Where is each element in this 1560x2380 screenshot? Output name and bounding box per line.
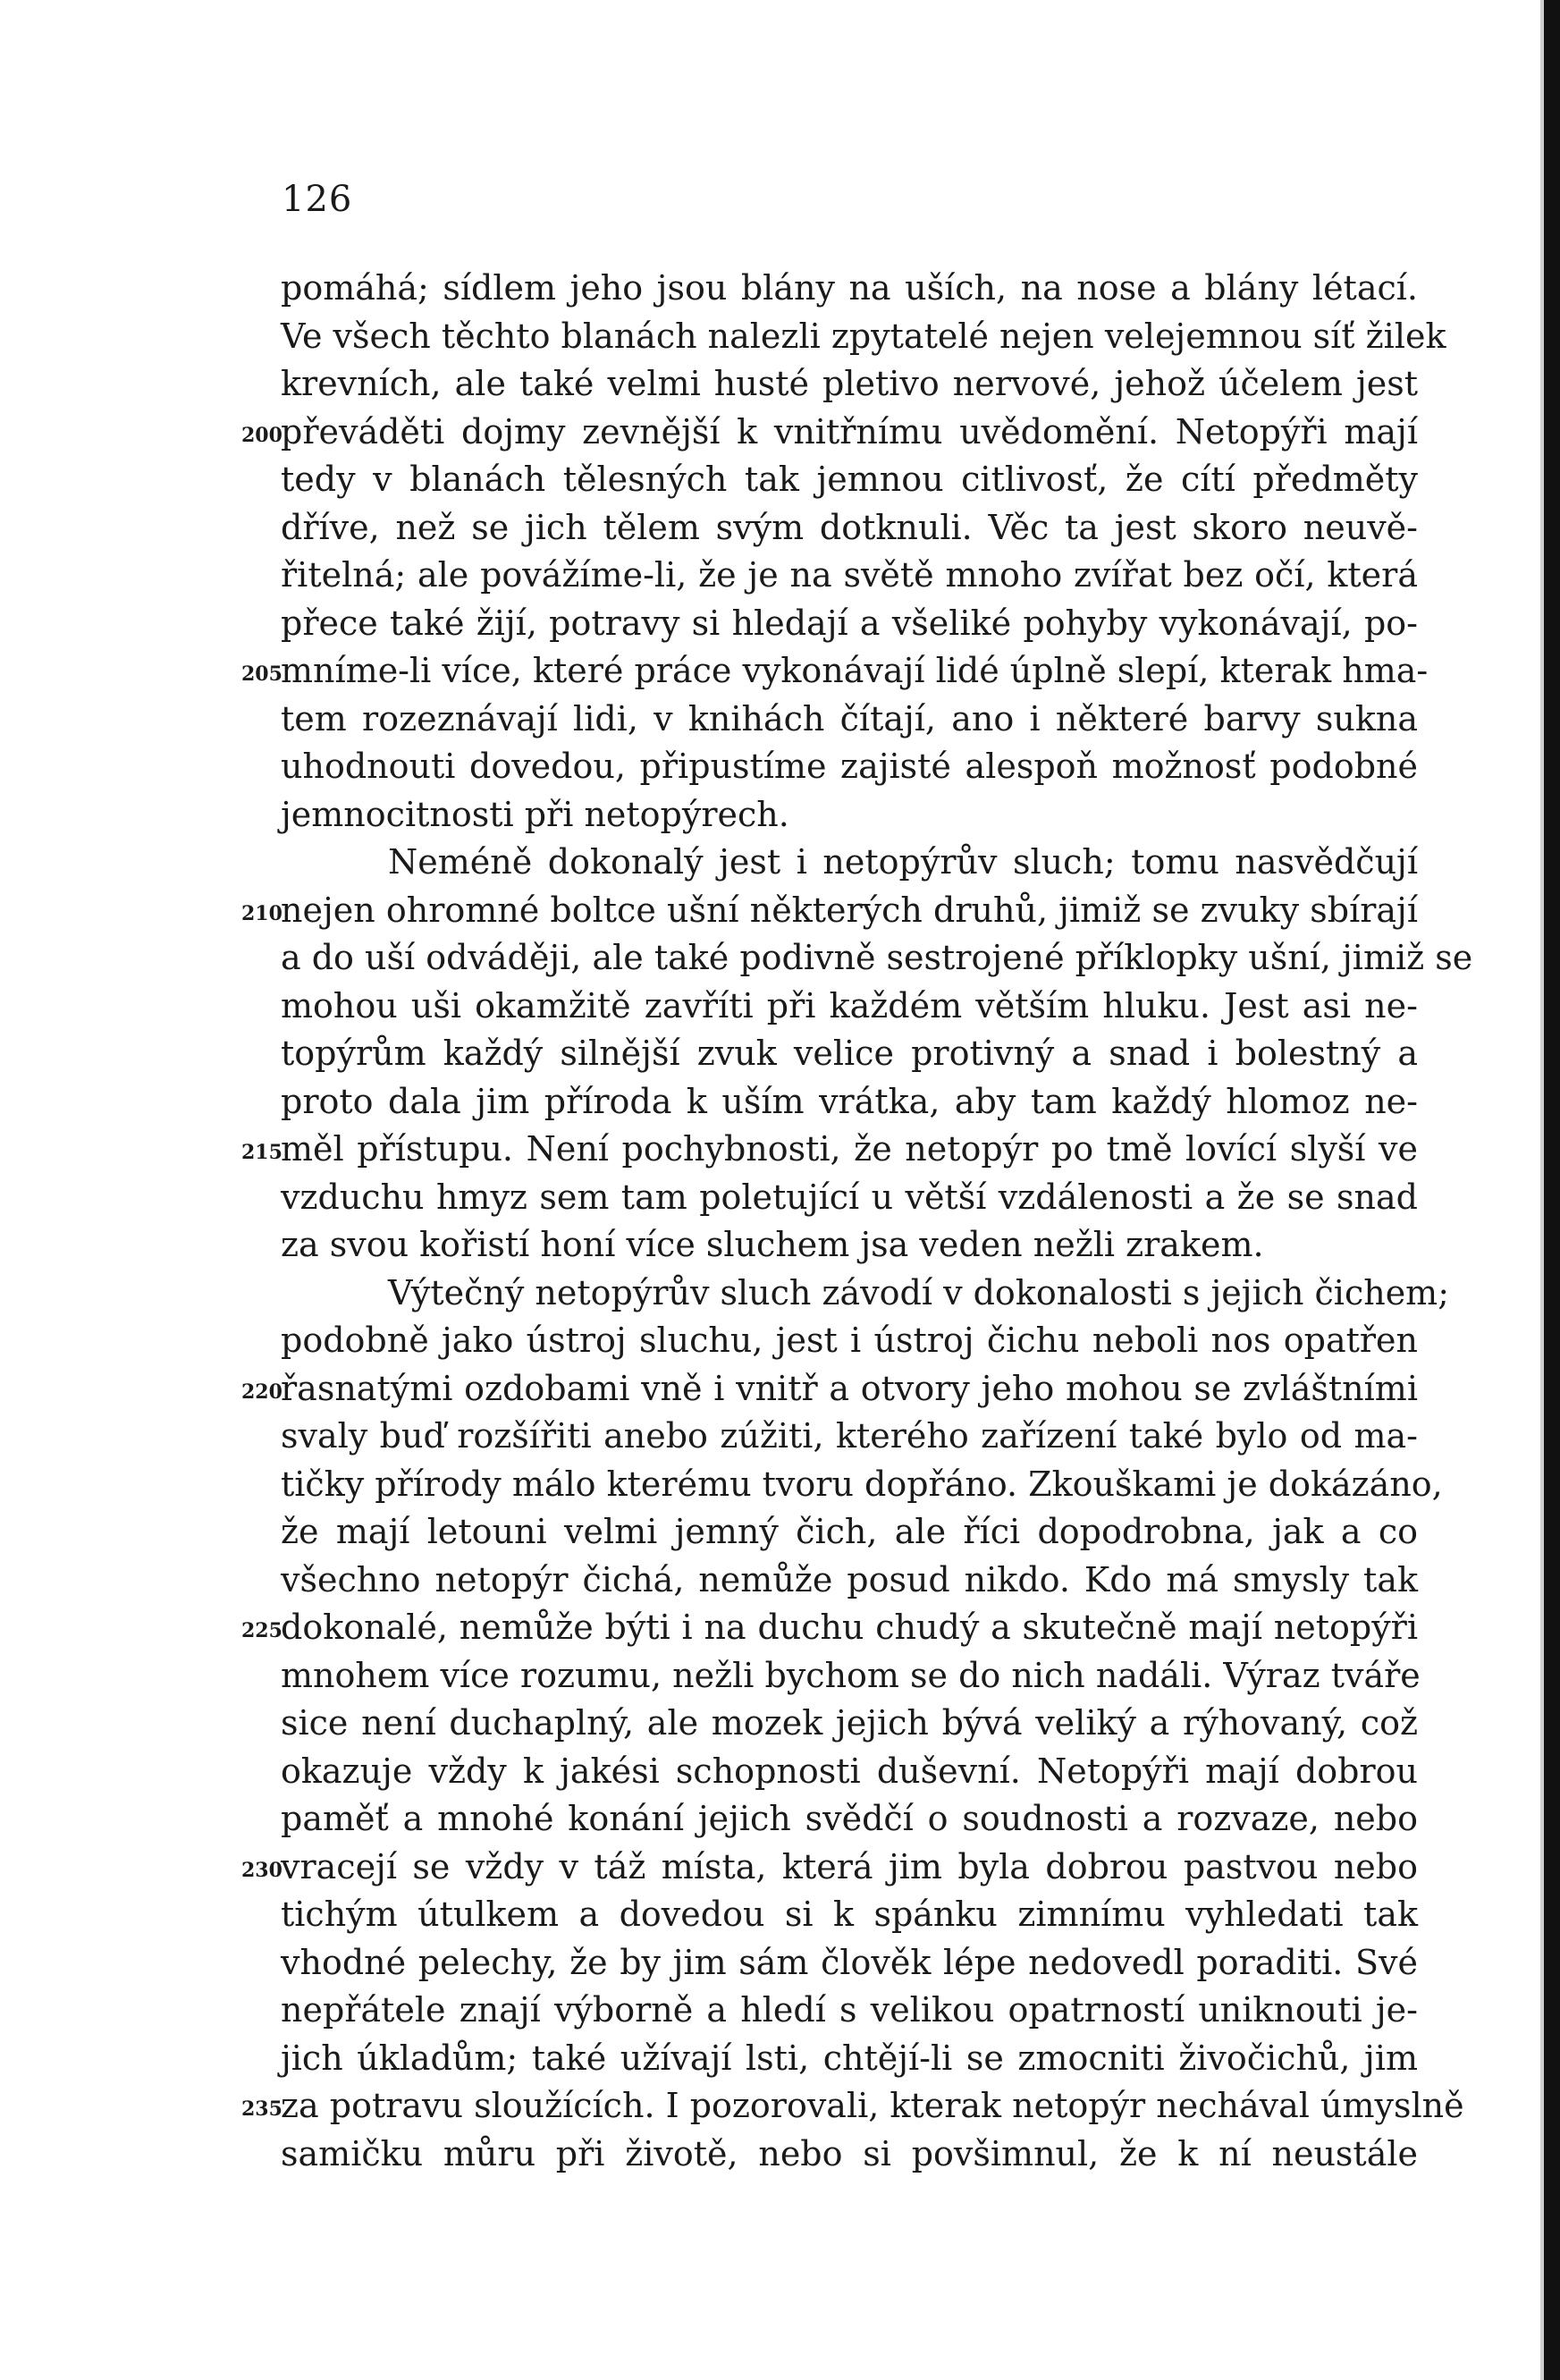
line-number-marker: 205	[241, 663, 282, 686]
line-text: sice není duchaplný, ale mozek jejich bývá veliký a rýhovaný, což	[281, 1703, 1418, 1743]
line-number-marker: 215	[241, 1141, 282, 1164]
text-line	[281, 1078, 1418, 1127]
text-line	[281, 1221, 1418, 1270]
line-text: uhodnouti dovedou, připustíme zajisté alespoň možnosť podobné	[281, 747, 1418, 786]
text-line	[281, 1174, 1418, 1222]
text-line	[281, 265, 1418, 313]
text-line	[281, 983, 1418, 1031]
text-line	[281, 791, 1418, 840]
line-text: tedy v blanách tělesných tak jemnou citlivosť, že cítí předměty	[281, 460, 1418, 499]
line-text: proto dala jim příroda k uším vrátka, aby tam každý hlomoz ne-	[281, 1081, 1418, 1121]
text-line	[281, 1700, 1418, 1748]
line-text: převáděti dojmy zevnější k vnitřnímu uvědomění. Netopýři mají	[281, 411, 1418, 452]
line-text: dříve, než se jich tělem svým dotknuli. Věc ta jest skoro neuvě-	[281, 507, 1418, 547]
text-line	[281, 1748, 1418, 1796]
line-text: mnohem více rozumu, nežli bychom se do nich nadáli. Výraz tváře	[281, 1655, 1421, 1695]
line-number-marker: 230	[241, 1858, 282, 1882]
line-text: podobně jako ústroj sluchu, jest i ústroj čichu neboli nos opatřen	[281, 1321, 1418, 1360]
text-line	[281, 360, 1418, 409]
text-line	[241, 1844, 1418, 1892]
line-text: svaly buď rozšířiti anebo zúžiti, kterého zařízení také bylo od ma-	[281, 1416, 1418, 1456]
text-line	[281, 1030, 1418, 1078]
line-number-marker: 200	[241, 423, 282, 447]
line-text: Neméně dokonalý jest i netopýrův sluch; tomu nasvědčují	[388, 842, 1418, 882]
text-line	[281, 2035, 1418, 2083]
line-number-marker: 210	[241, 901, 282, 925]
line-text: krevních, ale také velmi husté pletivo nervové, jehož účelem jest	[281, 364, 1418, 403]
text-line	[281, 552, 1418, 600]
text-line	[281, 1461, 1443, 1509]
text-line	[281, 1557, 1418, 1605]
text-line	[281, 696, 1418, 744]
text-line	[281, 456, 1418, 504]
line-text: nepřátele znají výborně a hledí s velikou opatrností uniknouti je-	[281, 1990, 1418, 2030]
text-line	[241, 887, 1418, 935]
line-text: za svou kořistí honí více sluchem jsa veden nežli zrakem.	[281, 1225, 1264, 1264]
line-text: vracejí se vždy v táž místa, která jim byla dobrou pastvou nebo	[281, 1846, 1418, 1886]
text-line	[241, 1365, 1418, 1414]
text-line	[241, 409, 1418, 457]
text-line	[241, 647, 1429, 696]
line-text: za potravu sloužících. I pozorovali, kterak netopýr nechával úmyslně	[281, 2086, 1464, 2125]
line-text: mníme-li více, které práce vykonávají lidé úplně slepí, kterak hma-	[281, 651, 1429, 690]
line-text: řasnatými ozdobami vně i vnitř a otvory jeho mohou se zvláštními	[281, 1368, 1418, 1408]
line-number-marker: 220	[241, 1380, 282, 1404]
body-text	[241, 265, 1473, 2178]
line-text: jich úkladům; také užívají lsti, chtějí-li se zmocniti živočichů, jim	[281, 2038, 1418, 2078]
line-text: mohou uši okamžitě zavříti při každém větším hluku. Jest asi ne-	[281, 985, 1418, 1025]
line-text: jemnocitnosti při netopýrech.	[281, 794, 789, 834]
text-line	[241, 2082, 1464, 2131]
line-text: Ve všech těchto blanách nalezli zpytatelé nejen velejemnou síť žilek	[281, 316, 1446, 356]
text-line	[281, 1891, 1418, 1939]
text-line	[281, 313, 1446, 361]
line-number-marker: 235	[241, 2097, 282, 2121]
text-line	[281, 1987, 1418, 2035]
text-line	[281, 504, 1418, 553]
text-line	[281, 1652, 1421, 1701]
line-text: všechno netopýr čichá, nemůže posud nikdo. Kdo má smysly tak	[281, 1559, 1418, 1599]
text-line	[281, 1270, 1450, 1318]
text-line	[281, 839, 1418, 887]
text-line	[281, 1508, 1418, 1557]
text-line	[281, 1317, 1418, 1365]
line-text: pomáhá; sídlem jeho jsou blány na uších, na nose a blány létací.	[281, 268, 1418, 308]
text-line	[241, 1126, 1418, 1174]
text-line	[281, 600, 1418, 648]
line-text: tičky přírody málo kterému tvoru dopřáno. Zkouškami je dokázáno,	[281, 1464, 1443, 1504]
line-text: že mají letouni velmi jemný čich, ale říci dopodrobna, jak a co	[281, 1512, 1418, 1551]
line-text: dokonalé, nemůže býti i na duchu chudý a skutečně mají netopýři	[281, 1608, 1418, 1647]
line-text: topýrům každý silnější zvuk velice protivný a snad i bolestný a	[281, 1034, 1418, 1073]
line-text: měl přístupu. Není pochybnosti, že netopýr po tmě lovící slyší ve	[281, 1129, 1418, 1169]
text-line	[281, 1413, 1418, 1461]
line-text: tem rozeznávají lidi, v knihách čítají, ano i některé barvy sukna	[281, 698, 1418, 738]
line-number-marker: 225	[241, 1619, 282, 1642]
line-text: přece také žijí, potravy si hledají a všeliké pohyby vykonávají, po-	[281, 603, 1418, 643]
text-line	[281, 743, 1418, 791]
line-text: a do uší odváději, ale také podivně sestrojené příklopky ušní, jimiž se	[281, 938, 1473, 977]
line-text: vhodné pelechy, že by jim sám člověk lépe nedovedl poraditi. Své	[281, 1942, 1418, 1982]
text-line	[281, 1795, 1418, 1844]
text-line	[281, 1939, 1418, 1988]
text-line	[281, 2131, 1418, 2179]
line-text: nejen ohromné boltce ušní některých druhů, jimiž se zvuky sbírají	[281, 890, 1418, 930]
line-text: řitelná; ale povážíme-li, že je na světě mnoho zvířat bez očí, která	[281, 555, 1418, 595]
line-text: paměť a mnohé konání jejich svědčí o soudnosti a rozvaze, nebo	[281, 1799, 1418, 1838]
line-text: vzduchu hmyz sem tam poletující u větší vzdálenosti a že se snad	[281, 1177, 1418, 1217]
text-line	[241, 1604, 1418, 1652]
scan-edge	[1544, 0, 1560, 2380]
text-line	[281, 934, 1473, 983]
line-text: Výtečný netopýrův sluch závodí v dokonalosti s jejich čichem;	[388, 1272, 1450, 1312]
line-text: samičku můru při životě, nebo si povšimnul, že k ní neustále	[281, 2133, 1418, 2173]
line-text: tichým útulkem a dovedou si k spánku zimnímu vyhledati tak	[281, 1895, 1418, 1934]
line-text: okazuje vždy k jakési schopnosti duševní. Netopýři mají dobrou	[281, 1751, 1418, 1791]
page-number: 126	[282, 179, 353, 220]
